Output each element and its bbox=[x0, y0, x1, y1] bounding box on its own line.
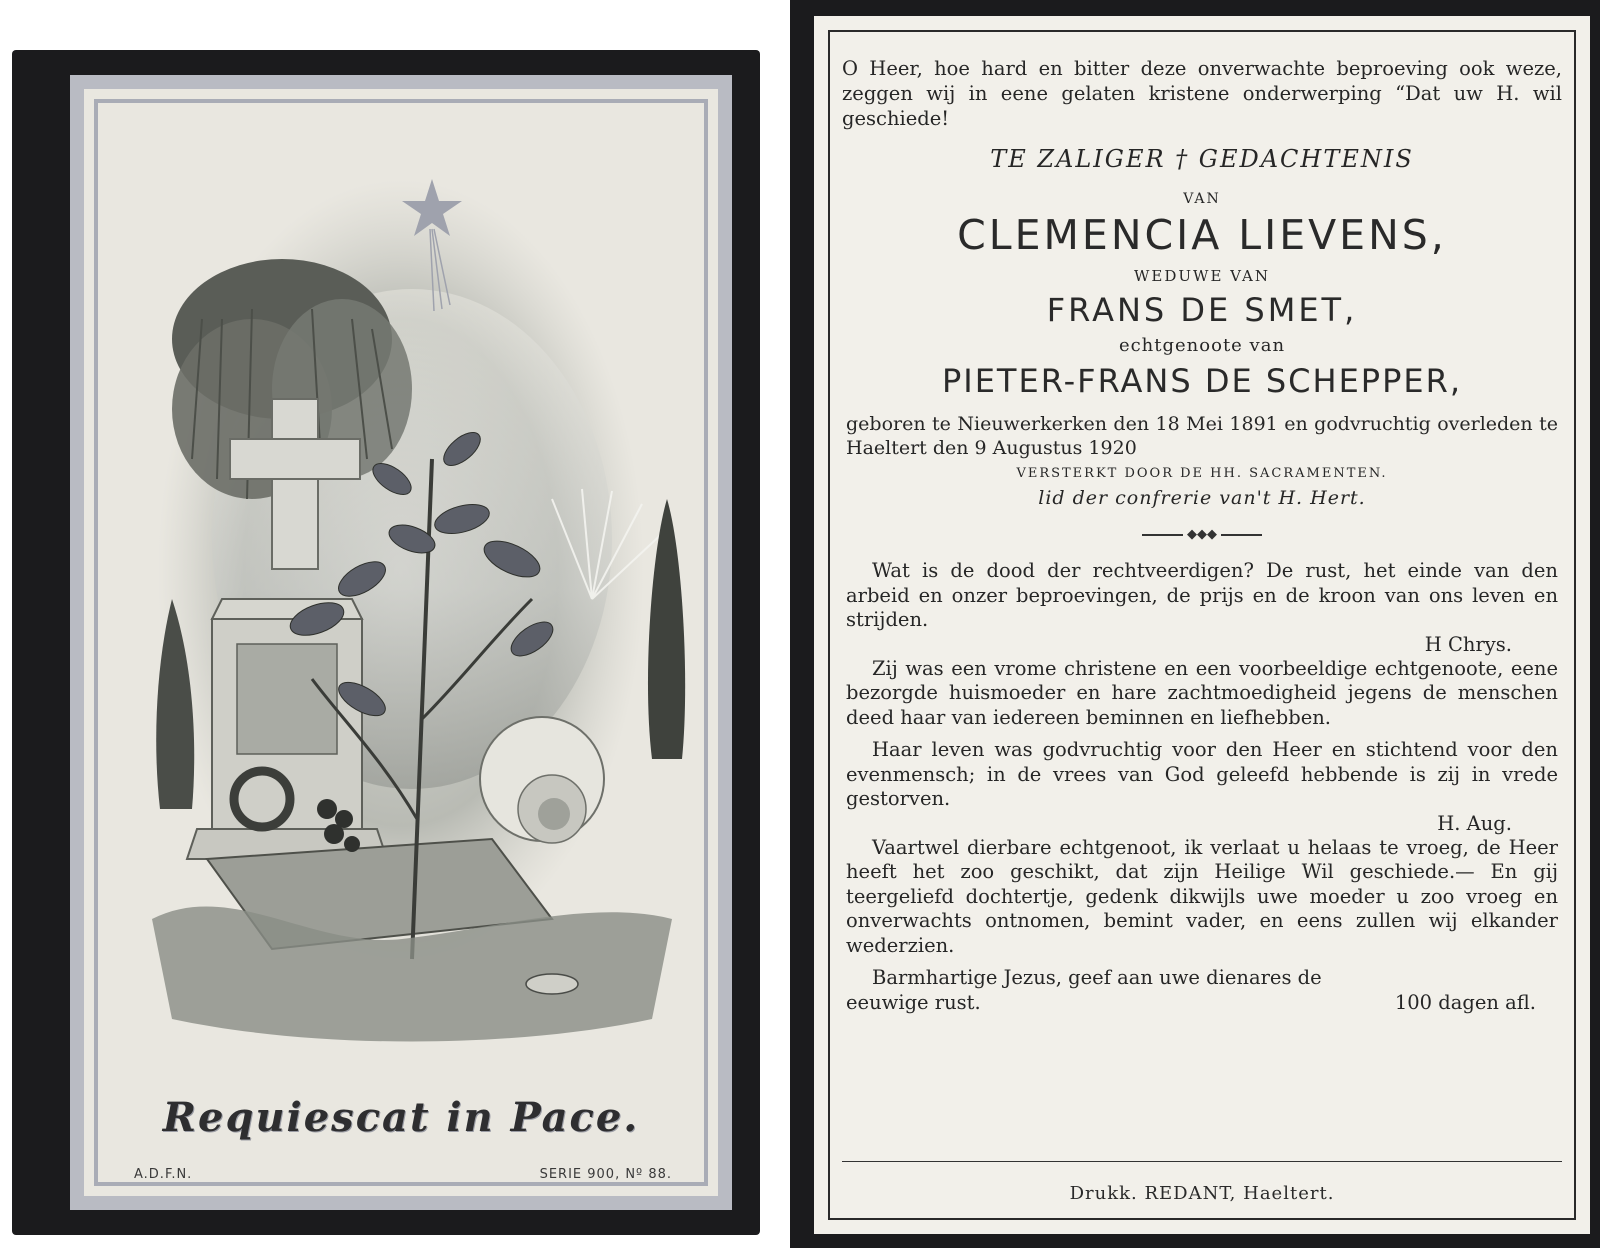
first-husband-name: FRANS DE SMET, bbox=[1046, 291, 1358, 329]
grave-illustration bbox=[112, 119, 690, 1059]
paragraph-1: Wat is de dood der rechtveerdigen? De rust, het einde van den arbeid en onzer beproevingen, de prijs en de kroon van ons leven en strijden. bbox=[846, 559, 1558, 631]
card-back-paper bbox=[814, 16, 1590, 1234]
memorial-text bbox=[842, 56, 1562, 1015]
birth-death-text: geboren te Nieuwerkerken den 18 Mei 1891 en godvruchtig overleden te Haeltert den 9 Augustus 1920 bbox=[846, 413, 1558, 459]
attribution-1: H Chrys. bbox=[1424, 632, 1512, 656]
tombstone bbox=[187, 599, 387, 859]
closing-row bbox=[842, 991, 1562, 1015]
paragraph-2: Zij was een vrome christene en een voorbeeldige echtgenoote, eene bezorgde huismoeder en hare zachtmoedigheid jegens de menschen deed haar van iedereen beminnen en liefhebben. bbox=[846, 656, 1558, 729]
ornamental-divider bbox=[1142, 529, 1262, 541]
spouse-label: echtgenoote van bbox=[1118, 335, 1286, 356]
paragraph-4: Vaartwel dierbare echtgenoot, ik verlaat u helaas te vroeg, de Heer heeft het zoo geschikt, dat zijn Heilige Wil geschiede.— En gij teergeliefd dochtertje, gedenk dikwijls uwe moeder u zoo vroeg en onverwachts ontnomen, bemint vader, en eens zullen wij elkander wederzien. bbox=[846, 835, 1558, 957]
closing-end: eeuwige rust. bbox=[846, 990, 981, 1014]
second-husband-name: PIETER-FRANS DE SCHEPPER, bbox=[941, 362, 1463, 400]
widow-label: WEDUWE VAN bbox=[1134, 267, 1270, 285]
sacraments-line: VERSTERKT DOOR DE HH. SACRAMENTEN. bbox=[1016, 466, 1388, 481]
memorial-heading: TE ZALIGER † GEDACHTENIS bbox=[990, 145, 1414, 173]
attribution-2: H. Aug. bbox=[1437, 811, 1512, 835]
deceased-name: CLEMENCIA LIEVENS, bbox=[957, 211, 1447, 259]
footer-divider bbox=[842, 1161, 1562, 1162]
confrerie-line: lid der confrerie van't H. Hert. bbox=[1038, 487, 1366, 509]
paragraph-5: Barmhartige Jezus, geef aan uwe dienares de bbox=[872, 966, 1322, 989]
requiescat-title: Requiescat in Pace. bbox=[162, 1094, 640, 1141]
memorial-card-front bbox=[12, 50, 760, 1235]
paragraph-3: Haar leven was godvruchtig voor den Heer en stichtend voor den evenmensch; in de vrees van God geleefd hebbende is zij in vrede gestorven. bbox=[846, 738, 1558, 810]
van-label: VAN bbox=[1183, 191, 1221, 207]
card-front-border bbox=[70, 75, 732, 1210]
rose-flower-icon bbox=[480, 717, 604, 843]
divider-ornament-icon: ◆◆◆ bbox=[1183, 527, 1221, 542]
series-number: SERIE 900, Nº 88. bbox=[539, 1167, 672, 1182]
memorial-card-back bbox=[790, 0, 1600, 1248]
card-front-paper bbox=[84, 89, 718, 1196]
indulgence-note: 100 dagen afl. bbox=[1394, 990, 1536, 1014]
publisher-code: A.D.F.N. bbox=[134, 1167, 193, 1182]
printer-credit: Drukk. REDANT, Haeltert. bbox=[1069, 1183, 1335, 1204]
intro-prayer: O Heer, hoe hard en bitter deze onverwachte beproeving ook weze, zeggen wij in eene gelaten kristene onderwerping “Dat uw H. wil geschiede! bbox=[842, 57, 1562, 130]
